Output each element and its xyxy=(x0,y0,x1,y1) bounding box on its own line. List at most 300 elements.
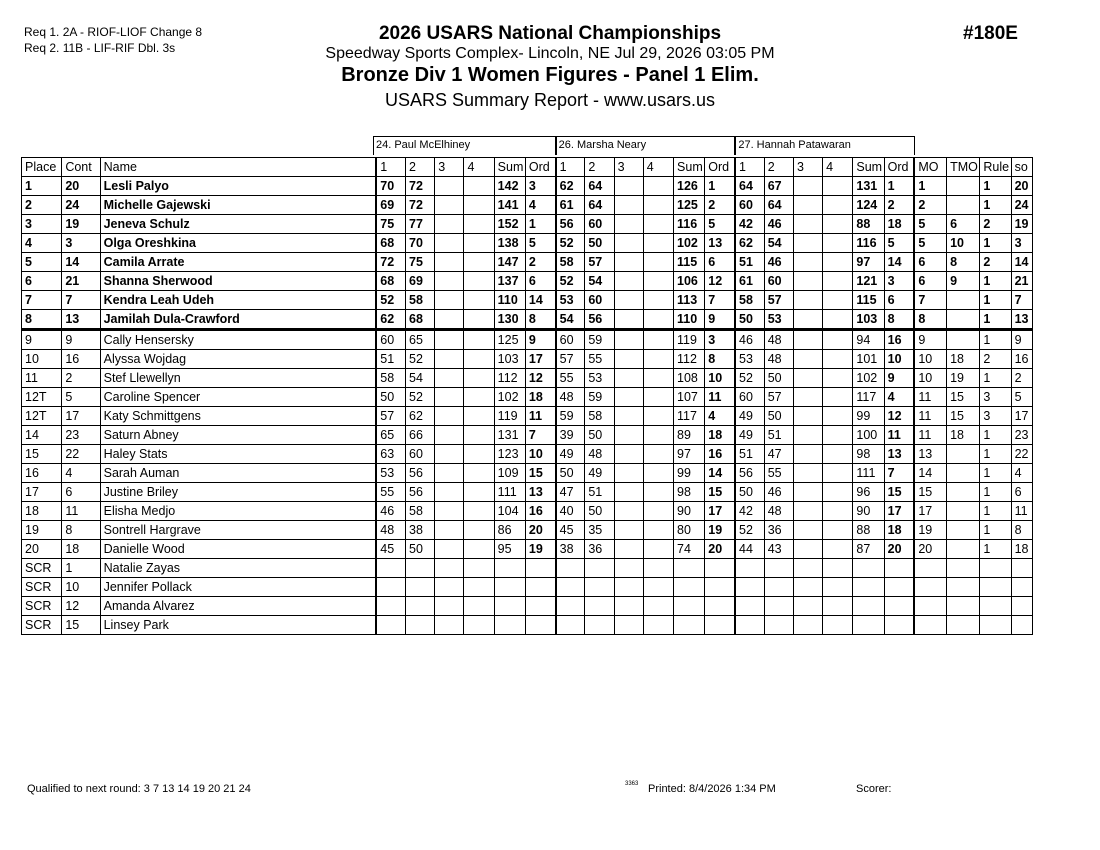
column-header: 1 xyxy=(556,158,585,177)
place-cell: 18 xyxy=(22,502,62,521)
score-cell: 58 xyxy=(406,291,435,310)
score-cell xyxy=(1011,559,1032,578)
score-cell: 49 xyxy=(735,407,764,426)
score-cell: 52 xyxy=(735,521,764,540)
contestant-number-cell: 16 xyxy=(62,350,100,369)
column-header: 3 xyxy=(435,158,464,177)
contestant-number-cell: 22 xyxy=(62,445,100,464)
score-cell: 102 xyxy=(494,388,525,407)
score-cell xyxy=(494,578,525,597)
score-cell xyxy=(793,272,822,291)
score-cell xyxy=(435,616,464,635)
score-cell xyxy=(643,234,673,253)
score-cell: 66 xyxy=(406,426,435,445)
score-cell xyxy=(643,177,673,196)
table-row xyxy=(22,350,1033,369)
score-cell: 68 xyxy=(376,234,405,253)
score-cell xyxy=(435,272,464,291)
score-cell: 72 xyxy=(406,196,435,215)
score-cell: 17 xyxy=(525,350,555,369)
score-cell: 57 xyxy=(556,350,585,369)
column-header: Cont xyxy=(62,158,100,177)
score-cell xyxy=(614,445,643,464)
score-cell: 111 xyxy=(853,464,884,483)
score-cell: 1 xyxy=(980,540,1011,559)
score-cell: 52 xyxy=(556,272,585,291)
scorer-label: Scorer: xyxy=(856,783,892,795)
score-cell xyxy=(853,559,884,578)
score-cell: 51 xyxy=(376,350,405,369)
score-cell xyxy=(793,253,822,272)
score-cell xyxy=(435,502,464,521)
score-cell: 77 xyxy=(406,215,435,234)
table-row xyxy=(22,291,1033,310)
score-cell: 8 xyxy=(705,350,735,369)
score-cell: 18 xyxy=(1011,540,1032,559)
score-cell xyxy=(464,369,494,388)
score-cell: 1 xyxy=(980,196,1011,215)
skater-name-cell: Olga Oreshkina xyxy=(100,234,376,253)
score-cell: 152 xyxy=(494,215,525,234)
score-cell xyxy=(464,291,494,310)
score-cell: 47 xyxy=(556,483,585,502)
score-cell: 5 xyxy=(884,234,914,253)
score-cell: 62 xyxy=(406,407,435,426)
score-cell xyxy=(435,350,464,369)
column-header: 2 xyxy=(585,158,614,177)
score-cell: 56 xyxy=(585,310,614,330)
score-cell xyxy=(435,388,464,407)
score-cell: 17 xyxy=(1011,407,1032,426)
score-cell xyxy=(643,196,673,215)
score-cell: 4 xyxy=(525,196,555,215)
table-row xyxy=(22,369,1033,388)
score-cell xyxy=(674,597,705,616)
score-cell xyxy=(853,616,884,635)
skater-name-cell: Elisha Medjo xyxy=(100,502,376,521)
column-header: Ord xyxy=(525,158,555,177)
score-cell xyxy=(764,559,793,578)
score-cell: 52 xyxy=(406,388,435,407)
score-cell xyxy=(735,578,764,597)
score-cell xyxy=(614,350,643,369)
score-cell: 60 xyxy=(556,330,585,350)
score-cell: 7 xyxy=(1011,291,1032,310)
score-cell: 1 xyxy=(884,177,914,196)
score-cell xyxy=(464,597,494,616)
score-cell: 18 xyxy=(884,521,914,540)
qualified-list: Qualified to next round: 3 7 13 14 19 20 21 24 xyxy=(27,783,251,795)
score-cell: 19 xyxy=(705,521,735,540)
score-cell xyxy=(947,559,980,578)
column-header: Sum xyxy=(494,158,525,177)
score-cell xyxy=(793,464,822,483)
score-cell: 46 xyxy=(764,253,793,272)
score-cell xyxy=(643,330,673,350)
score-cell xyxy=(643,310,673,330)
score-cell: 2 xyxy=(980,215,1011,234)
score-cell: 117 xyxy=(674,407,705,426)
score-cell: 99 xyxy=(674,464,705,483)
score-cell xyxy=(376,578,405,597)
score-cell xyxy=(464,407,494,426)
score-cell xyxy=(793,369,822,388)
score-cell xyxy=(464,559,494,578)
score-cell: 102 xyxy=(853,369,884,388)
score-cell: 5 xyxy=(525,234,555,253)
place-cell: 9 xyxy=(22,330,62,350)
table-row xyxy=(22,521,1033,540)
score-cell xyxy=(823,540,853,559)
table-row xyxy=(22,310,1033,330)
printed-timestamp: Printed: 8/4/2026 1:34 PM xyxy=(648,783,776,795)
score-cell: 103 xyxy=(853,310,884,330)
score-cell: 147 xyxy=(494,253,525,272)
contestant-number-cell: 1 xyxy=(62,559,100,578)
table-row xyxy=(22,388,1033,407)
score-cell xyxy=(643,369,673,388)
skater-name-cell: Haley Stats xyxy=(100,445,376,464)
score-cell xyxy=(823,616,853,635)
contestant-number-cell: 17 xyxy=(62,407,100,426)
score-cell: 52 xyxy=(376,291,405,310)
score-cell: 60 xyxy=(585,215,614,234)
score-cell: 13 xyxy=(914,445,946,464)
score-cell: 7 xyxy=(705,291,735,310)
score-cell xyxy=(793,540,822,559)
score-cell: 62 xyxy=(556,177,585,196)
score-cell xyxy=(585,559,614,578)
score-cell: 1 xyxy=(980,177,1011,196)
score-cell: 98 xyxy=(674,483,705,502)
score-cell: 13 xyxy=(525,483,555,502)
score-cell: 98 xyxy=(853,445,884,464)
score-cell xyxy=(823,426,853,445)
score-cell xyxy=(947,616,980,635)
score-cell: 49 xyxy=(556,445,585,464)
score-cell: 56 xyxy=(406,464,435,483)
score-cell: 50 xyxy=(764,407,793,426)
score-cell xyxy=(823,291,853,310)
score-cell xyxy=(614,502,643,521)
score-cell xyxy=(464,540,494,559)
score-cell xyxy=(435,445,464,464)
score-cell: 7 xyxy=(525,426,555,445)
score-cell xyxy=(525,559,555,578)
score-cell xyxy=(884,559,914,578)
place-cell: 20 xyxy=(22,540,62,559)
score-cell xyxy=(823,234,853,253)
score-cell: 18 xyxy=(884,215,914,234)
score-cell: 52 xyxy=(735,369,764,388)
score-cell: 50 xyxy=(735,483,764,502)
score-cell: 23 xyxy=(1011,426,1032,445)
place-cell: 10 xyxy=(22,350,62,369)
contestant-number-cell: 5 xyxy=(62,388,100,407)
column-header: Ord xyxy=(705,158,735,177)
score-cell xyxy=(947,483,980,502)
score-cell xyxy=(914,616,946,635)
score-cell: 2 xyxy=(980,253,1011,272)
table-row xyxy=(22,215,1033,234)
score-cell: 60 xyxy=(406,445,435,464)
place-cell: 4 xyxy=(22,234,62,253)
score-cell: 16 xyxy=(1011,350,1032,369)
column-header: 2 xyxy=(406,158,435,177)
score-cell: 57 xyxy=(764,291,793,310)
score-cell: 8 xyxy=(947,253,980,272)
score-cell xyxy=(643,291,673,310)
column-header: so xyxy=(1011,158,1032,177)
score-cell: 138 xyxy=(494,234,525,253)
table-row xyxy=(22,502,1033,521)
score-cell: 1 xyxy=(525,215,555,234)
contestant-number-cell: 21 xyxy=(62,272,100,291)
score-cell: 16 xyxy=(884,330,914,350)
score-cell: 56 xyxy=(556,215,585,234)
score-cell xyxy=(435,426,464,445)
score-cell: 55 xyxy=(585,350,614,369)
score-cell: 11 xyxy=(705,388,735,407)
score-cell: 107 xyxy=(674,388,705,407)
column-header: Place xyxy=(22,158,62,177)
score-cell xyxy=(947,464,980,483)
score-cell: 58 xyxy=(376,369,405,388)
score-cell xyxy=(823,597,853,616)
score-cell: 60 xyxy=(735,388,764,407)
score-cell xyxy=(705,597,735,616)
score-cell: 1 xyxy=(980,272,1011,291)
score-cell xyxy=(793,177,822,196)
score-cell xyxy=(435,253,464,272)
score-cell: 12 xyxy=(705,272,735,291)
table-row xyxy=(22,426,1033,445)
score-cell xyxy=(643,578,673,597)
score-cell xyxy=(793,291,822,310)
score-cell: 125 xyxy=(674,196,705,215)
score-cell: 50 xyxy=(764,369,793,388)
score-cell xyxy=(464,578,494,597)
skater-name-cell: Camila Arrate xyxy=(100,253,376,272)
skater-name-cell: Linsey Park xyxy=(100,616,376,635)
score-cell xyxy=(947,502,980,521)
score-cell xyxy=(823,350,853,369)
score-cell: 6 xyxy=(705,253,735,272)
score-cell: 88 xyxy=(853,215,884,234)
score-cell: 14 xyxy=(914,464,946,483)
score-cell: 53 xyxy=(764,310,793,330)
score-cell: 18 xyxy=(947,350,980,369)
score-cell xyxy=(947,521,980,540)
skater-name-cell: Jeneva Schulz xyxy=(100,215,376,234)
score-cell: 95 xyxy=(494,540,525,559)
score-cell: 54 xyxy=(764,234,793,253)
score-cell xyxy=(823,196,853,215)
score-cell: 5 xyxy=(1011,388,1032,407)
score-cell xyxy=(435,578,464,597)
score-cell: 53 xyxy=(556,291,585,310)
score-cell: 46 xyxy=(735,330,764,350)
score-cell xyxy=(764,616,793,635)
score-cell: 50 xyxy=(585,234,614,253)
score-cell xyxy=(464,521,494,540)
score-cell: 10 xyxy=(914,369,946,388)
score-cell xyxy=(556,578,585,597)
score-cell xyxy=(793,310,822,330)
score-cell xyxy=(735,559,764,578)
column-header: 3 xyxy=(793,158,822,177)
score-cell xyxy=(764,578,793,597)
score-cell xyxy=(674,559,705,578)
score-cell: 9 xyxy=(884,369,914,388)
score-cell: 4 xyxy=(705,407,735,426)
score-cell xyxy=(435,597,464,616)
column-header: 1 xyxy=(735,158,764,177)
score-cell xyxy=(823,407,853,426)
score-cell xyxy=(435,407,464,426)
score-cell xyxy=(793,521,822,540)
score-cell xyxy=(464,502,494,521)
score-cell xyxy=(435,291,464,310)
score-cell: 117 xyxy=(853,388,884,407)
column-header: 4 xyxy=(464,158,494,177)
score-cell: 70 xyxy=(376,177,405,196)
score-cell: 51 xyxy=(735,253,764,272)
place-cell: 11 xyxy=(22,369,62,388)
score-cell: 8 xyxy=(884,310,914,330)
score-cell xyxy=(556,559,585,578)
score-cell: 113 xyxy=(674,291,705,310)
score-cell xyxy=(435,234,464,253)
score-cell: 2 xyxy=(525,253,555,272)
score-cell xyxy=(464,426,494,445)
score-cell: 9 xyxy=(1011,330,1032,350)
score-cell: 11 xyxy=(525,407,555,426)
score-cell xyxy=(947,310,980,330)
score-cell: 64 xyxy=(735,177,764,196)
competition-title: 2026 USARS National Championships xyxy=(378,23,722,44)
score-cell xyxy=(823,215,853,234)
score-cell: 15 xyxy=(947,407,980,426)
table-row xyxy=(22,540,1033,559)
score-cell: 4 xyxy=(884,388,914,407)
score-cell xyxy=(614,196,643,215)
score-cell: 46 xyxy=(764,483,793,502)
score-cell xyxy=(853,597,884,616)
score-cell xyxy=(643,521,673,540)
score-cell xyxy=(823,521,853,540)
score-cell xyxy=(793,597,822,616)
contestant-number-cell: 10 xyxy=(62,578,100,597)
table-row xyxy=(22,407,1033,426)
score-cell: 87 xyxy=(853,540,884,559)
score-cell: 55 xyxy=(764,464,793,483)
score-cell: 9 xyxy=(525,330,555,350)
score-cell xyxy=(464,483,494,502)
score-cell xyxy=(406,597,435,616)
score-cell xyxy=(1011,578,1032,597)
score-cell: 18 xyxy=(705,426,735,445)
score-cell xyxy=(435,310,464,330)
score-cell: 12 xyxy=(884,407,914,426)
score-cell: 6 xyxy=(947,215,980,234)
score-cell xyxy=(525,616,555,635)
score-cell: 2 xyxy=(980,350,1011,369)
score-cell xyxy=(914,559,946,578)
score-cell: 112 xyxy=(674,350,705,369)
score-cell xyxy=(643,502,673,521)
score-cell: 50 xyxy=(585,426,614,445)
score-cell: 1 xyxy=(980,330,1011,350)
skater-name-cell: Danielle Wood xyxy=(100,540,376,559)
score-cell xyxy=(464,196,494,215)
score-cell: 6 xyxy=(525,272,555,291)
score-cell xyxy=(556,597,585,616)
score-cell: 15 xyxy=(914,483,946,502)
score-cell xyxy=(793,426,822,445)
score-cell: 69 xyxy=(406,272,435,291)
score-cell xyxy=(793,502,822,521)
score-cell xyxy=(853,578,884,597)
score-cell: 15 xyxy=(947,388,980,407)
score-cell: 5 xyxy=(914,234,946,253)
place-cell: 5 xyxy=(22,253,62,272)
score-cell xyxy=(643,483,673,502)
skater-name-cell: Jamilah Dula-Crawford xyxy=(100,310,376,330)
score-cell: 110 xyxy=(674,310,705,330)
score-cell: 50 xyxy=(585,502,614,521)
score-cell: 103 xyxy=(494,350,525,369)
score-cell: 1 xyxy=(980,521,1011,540)
contestant-number-cell: 12 xyxy=(62,597,100,616)
score-cell: 7 xyxy=(884,464,914,483)
score-cell: 60 xyxy=(764,272,793,291)
score-cell: 3 xyxy=(980,388,1011,407)
score-cell xyxy=(705,559,735,578)
score-cell: 46 xyxy=(376,502,405,521)
score-cell: 19 xyxy=(525,540,555,559)
skater-name-cell: Sontrell Hargrave xyxy=(100,521,376,540)
contestant-number-cell: 9 xyxy=(62,330,100,350)
score-cell xyxy=(614,253,643,272)
score-cell xyxy=(980,597,1011,616)
score-cell: 64 xyxy=(585,177,614,196)
score-cell: 1 xyxy=(705,177,735,196)
score-cell: 14 xyxy=(525,291,555,310)
table-row xyxy=(22,272,1033,291)
score-cell: 51 xyxy=(764,426,793,445)
score-cell xyxy=(464,616,494,635)
requirement-1: Req 1. 2A - RIOF-LIOF Change 8 xyxy=(24,25,203,39)
score-cell xyxy=(435,330,464,350)
score-cell: 11 xyxy=(1011,502,1032,521)
judge-1-name: 24. Paul McElhiney xyxy=(376,139,471,151)
score-cell xyxy=(823,502,853,521)
score-cell xyxy=(705,578,735,597)
score-cell: 90 xyxy=(674,502,705,521)
score-cell xyxy=(464,388,494,407)
contestant-number-cell: 3 xyxy=(62,234,100,253)
score-cell xyxy=(614,426,643,445)
score-cell xyxy=(947,597,980,616)
score-cell: 14 xyxy=(705,464,735,483)
contestant-number-cell: 2 xyxy=(62,369,100,388)
score-cell xyxy=(947,330,980,350)
score-cell xyxy=(1011,597,1032,616)
score-cell xyxy=(464,330,494,350)
column-header: Sum xyxy=(853,158,884,177)
score-cell xyxy=(464,350,494,369)
